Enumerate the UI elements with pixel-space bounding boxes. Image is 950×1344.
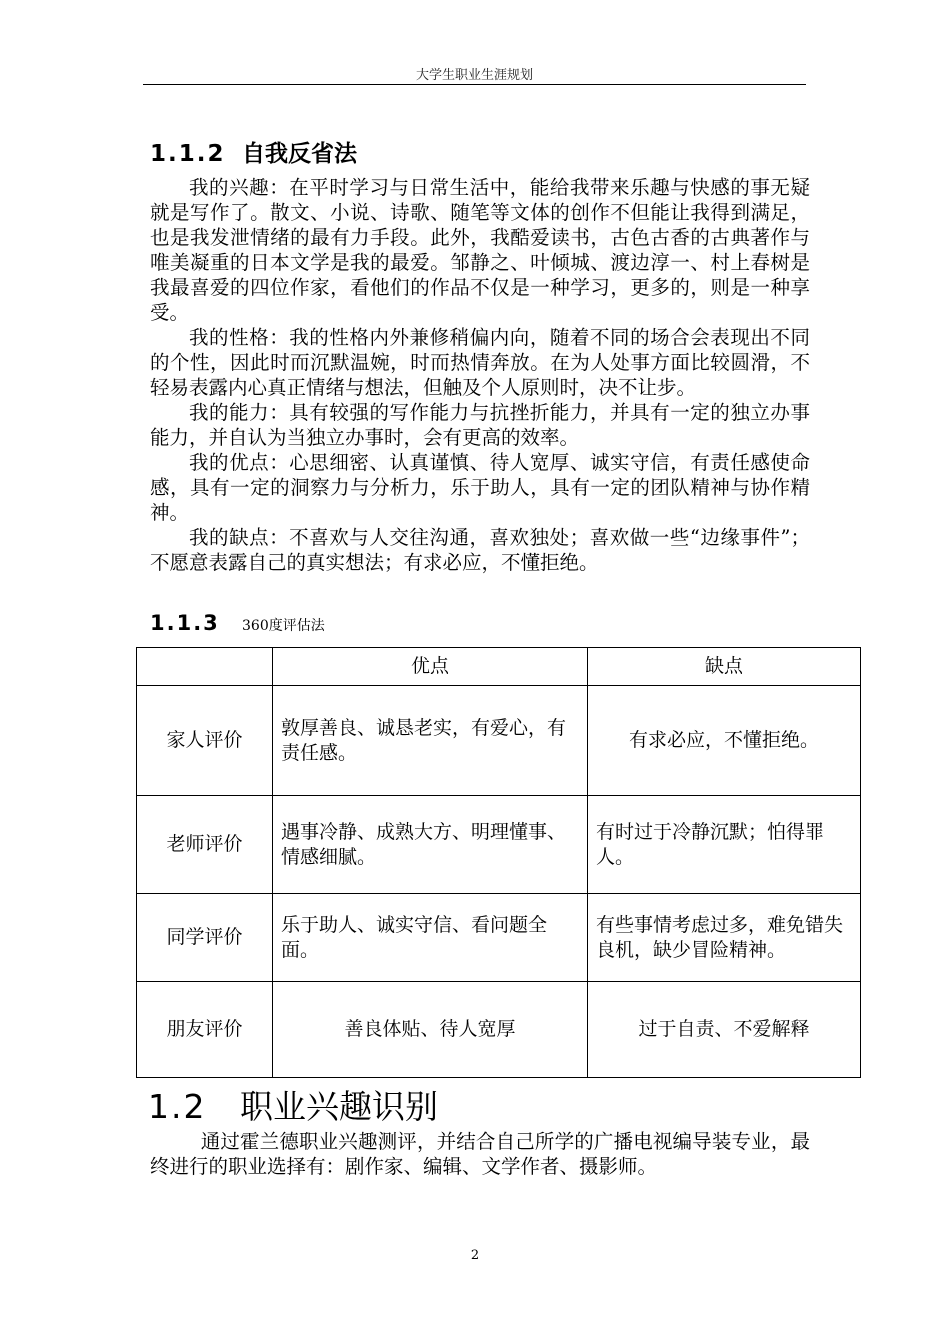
row-label: 老师评价 — [137, 796, 273, 894]
paragraph-ability: 我的能力：具有较强的写作能力与抗挫折能力，并具有一定的独立办事能力，并自认为当独立办事时，会有更高的效率。 — [150, 401, 810, 449]
row-label: 家人评价 — [137, 686, 273, 796]
paragraph-strengths: 我的优点：心思细密、认真谨慎、待人宽厚、诚实守信，有责任感使命感，具有一定的洞察力与分析力，乐于助人，具有一定的团队精神与协作精神。 — [150, 451, 810, 524]
table-row — [137, 686, 861, 796]
page-header: 大学生职业生涯规划 — [415, 68, 533, 83]
section-number: 1.1.2 — [150, 141, 226, 167]
header-rule — [143, 84, 806, 85]
paragraph-personality: 我的性格：我的性格内外兼修稍偏内向，随着不同的场合会表现出不同的个性，因此时而沉默温婉，时而热情奔放。在为人处事方面比较圆滑，不轻易表露内心真正情绪与想法，但触及个人原则时，决不让步。 — [150, 326, 810, 399]
page-number: 2 — [470, 1248, 480, 1263]
table-row — [137, 894, 861, 982]
table-row — [137, 796, 861, 894]
section-title: 职业兴趣识别 — [240, 1087, 438, 1126]
paragraph-weaknesses: 我的缺点：不喜欢与人交往沟通，喜欢独处；喜欢做一些“边缘事件”；不愿意表露自己的真实想法；有求必应，不懂拒绝。 — [150, 526, 810, 574]
self-reflection-body — [150, 175, 810, 575]
row-pros: 遇事冷静、成熟大方、明理懂事、情感细腻。 — [273, 796, 588, 894]
evaluation-table — [136, 647, 861, 1078]
row-pros: 乐于助人、诚实守信、看问题全面。 — [273, 894, 588, 982]
table-header-cons: 缺点 — [588, 648, 861, 686]
section-title: 360度评估法 — [242, 618, 325, 634]
section-heading-1-1-2 — [150, 135, 357, 168]
section-number: 1.2 — [148, 1087, 207, 1126]
row-label: 朋友评价 — [137, 982, 273, 1078]
section-number: 1.1.3 — [150, 611, 220, 635]
table-header-pros: 优点 — [273, 648, 588, 686]
section-heading-1-1-3 — [150, 611, 325, 635]
paragraph-career-choice: 通过霍兰德职业兴趣测评，并结合自己所学的广播电视编导装专业，最终进行的职业选择有：剧作家、编辑、文学作者、摄影师。 — [150, 1130, 810, 1178]
row-pros: 敦厚善良、诚恳老实，有爱心，有责任感。 — [273, 686, 588, 796]
row-pros: 善良体贴、待人宽厚 — [273, 982, 588, 1078]
career-interest-body — [150, 1129, 810, 1179]
table-header-row — [137, 648, 861, 686]
paragraph-interest: 我的兴趣：在平时学习与日常生活中，能给我带来乐趣与快感的事无疑就是写作了。散文、小说、诗歌、随笔等文体的创作不但能让我得到满足，也是我发泄情绪的最有力手段。此外，我酷爱读书，古色古香的古典著作与唯美凝重的日本文学是我的最爱。邹静之、叶倾城、渡边淳一、村上春树是我最喜爱的四位作家，看他们的作品不仅是一种学习，更多的，则是一种享受。 — [150, 176, 810, 324]
row-cons: 有些事情考虑过多，难免错失良机，缺少冒险精神。 — [588, 894, 861, 982]
row-cons: 有时过于冷静沉默；怕得罪人。 — [588, 796, 861, 894]
table-header-cell — [137, 648, 273, 686]
section-heading-1-2 — [148, 1081, 438, 1128]
row-label: 同学评价 — [137, 894, 273, 982]
section-title: 自我反省法 — [242, 141, 357, 167]
row-cons: 有求必应，不懂拒绝。 — [588, 686, 861, 796]
row-cons: 过于自责、不爱解释 — [588, 982, 861, 1078]
table-row — [137, 982, 861, 1078]
